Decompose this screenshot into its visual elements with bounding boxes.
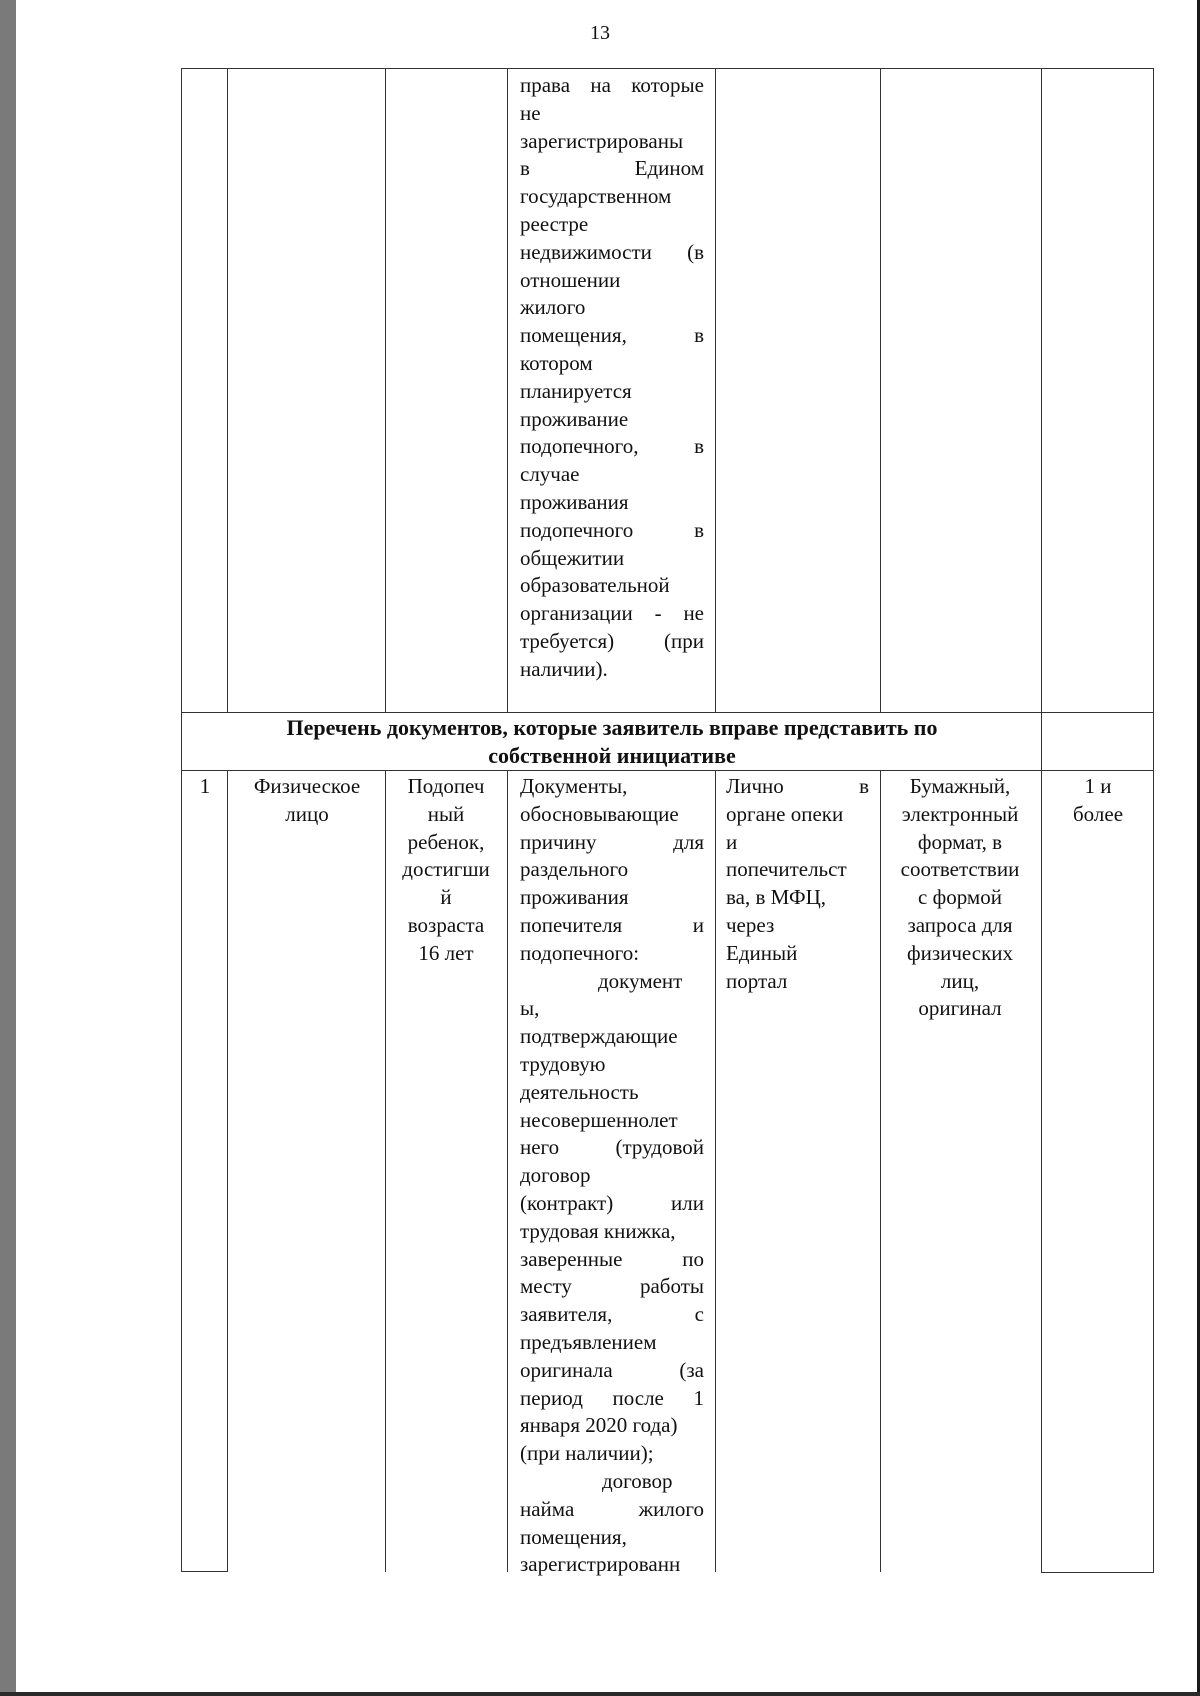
cell-text-line: помещения, xyxy=(520,1524,627,1549)
submission-method-cell xyxy=(726,773,869,995)
cell-text-line: случае xyxy=(520,462,580,487)
table-col-divider-5 xyxy=(880,770,881,1572)
cell-text-line: соответствии xyxy=(900,857,1020,882)
cell-text-line: подопечного, в xyxy=(520,434,704,459)
cell-text-line: договор xyxy=(520,1163,591,1188)
cell-text-line: в Едином xyxy=(520,156,704,181)
table-col-divider-5 xyxy=(880,68,881,712)
cell-text-line: заверенные по xyxy=(520,1246,704,1271)
quantity-cell xyxy=(1045,773,1151,829)
table-col-divider-1 xyxy=(227,770,228,1572)
cell-text-line: электронный xyxy=(901,801,1019,826)
cell-text-line: подопечного в xyxy=(520,517,704,542)
cell-text-line: причину для xyxy=(520,829,704,854)
cell-text-line: недвижимости (в xyxy=(520,239,704,264)
table-col-divider-4 xyxy=(715,68,716,712)
cell-text-line: деятельность xyxy=(520,1079,639,1104)
cell-text-line: зарегистрированы xyxy=(520,128,684,153)
continued-document-cell xyxy=(520,72,704,684)
cell-text-line: организации - не xyxy=(520,601,704,626)
cell-text-line: оригинала (за xyxy=(520,1357,704,1382)
cell-text-line: ва, в МФЦ, xyxy=(726,885,827,910)
cell-text-line: более xyxy=(1072,801,1124,826)
cell-text-line: подтверждающие xyxy=(520,1024,678,1049)
applicant-cell xyxy=(233,773,381,829)
cell-text-line: портал xyxy=(726,968,788,993)
cell-text-line: несовершеннолет xyxy=(520,1107,678,1132)
cell-text-line: заявителя, с xyxy=(520,1302,704,1327)
cell-text-line: отношении xyxy=(520,267,621,292)
cell-text-line: формат, в xyxy=(917,829,1003,854)
scan-edge-bottom xyxy=(0,1692,1200,1696)
table-border-bottom-left xyxy=(181,1571,228,1572)
cell-text-line: период после 1 xyxy=(520,1385,704,1410)
cell-text-line: января 2020 года) xyxy=(520,1413,678,1438)
cell-text-line: лицо xyxy=(285,801,329,826)
row-number-cell xyxy=(183,773,227,801)
cell-text-line: договор xyxy=(602,1468,673,1493)
cell-text-line: органе опеки xyxy=(726,801,844,826)
cell-text-line: Документы, xyxy=(520,774,628,798)
cell-text-line: не xyxy=(520,100,541,125)
table-col-divider-6 xyxy=(1041,68,1042,1572)
format-cell xyxy=(884,773,1036,1023)
heading-row-bottom-border xyxy=(181,770,1154,771)
cell-text-line: (при наличии); xyxy=(520,1441,654,1466)
cell-text-line: и xyxy=(726,829,738,854)
section-heading-line-2: собственной инициативе xyxy=(488,743,736,768)
cell-text-line: трудовую xyxy=(520,1051,606,1076)
documents-cell xyxy=(520,773,704,1579)
cell-text-line: (контракт) или xyxy=(520,1190,704,1215)
table-col-divider-2 xyxy=(385,770,386,1572)
cell-text-line: проживания xyxy=(520,885,629,910)
scan-edge-left xyxy=(0,0,16,1696)
cell-text-line: оригинал xyxy=(918,996,1002,1021)
cell-text-line: государственном xyxy=(520,184,672,209)
cell-text-line: ребенок, xyxy=(407,829,485,854)
cell-text-line: трудовая книжка, xyxy=(520,1218,676,1243)
cell-text-line: с формой xyxy=(918,885,1002,910)
cell-text-line: Бумажный, xyxy=(909,774,1011,798)
cell-text-line: проживание xyxy=(520,406,629,431)
cell-text-line: ный xyxy=(427,801,465,826)
cell-text-line: Подопеч xyxy=(407,774,485,798)
cell-text-line: зарегистрированн xyxy=(520,1552,681,1577)
cell-text-line: права на которые xyxy=(520,73,704,97)
cell-text-line: наличии). xyxy=(520,656,608,681)
row-number: 1 xyxy=(199,774,211,798)
cell-text-line: помещения, в xyxy=(520,323,704,348)
table-col-divider-3 xyxy=(507,68,508,712)
cell-text-line: проживания xyxy=(520,489,629,514)
cell-text-line: Физическое xyxy=(253,774,361,798)
cell-text-line: лиц, xyxy=(940,968,980,993)
cell-text-line: 16 лет xyxy=(418,940,474,965)
cell-text-line: него (трудовой xyxy=(520,1135,704,1160)
cell-text-line: документ xyxy=(598,968,683,993)
cell-text-line: реестре xyxy=(520,211,589,236)
table-col-divider-1 xyxy=(227,68,228,712)
cell-text-line: предъявлением xyxy=(520,1329,657,1354)
cell-text-line: образовательной xyxy=(520,573,670,598)
cell-text-line: достигши xyxy=(402,857,490,882)
cell-text-line: раздельного xyxy=(520,857,629,882)
cell-text-line: жилого xyxy=(520,295,586,320)
cell-text-line: требуется) (при xyxy=(520,628,704,653)
cell-text-line: возраста xyxy=(407,912,485,937)
cell-text-line: обосновывающие xyxy=(520,801,679,826)
cell-text-line: через xyxy=(726,912,775,937)
table-col-divider-3 xyxy=(507,770,508,1572)
cell-text-line: й xyxy=(440,885,452,910)
cell-text-line: котором xyxy=(520,350,593,375)
table-col-divider-2 xyxy=(385,68,386,712)
cell-text-line: физических xyxy=(906,940,1014,965)
cell-text-line: запроса для xyxy=(907,912,1013,937)
cell-text-line: Лично в xyxy=(726,774,869,798)
section-heading-line-1: Перечень документов, которые заявитель вправе представить по xyxy=(286,715,938,740)
table-border-top xyxy=(181,68,1154,69)
cell-text-line: общежитии xyxy=(520,545,625,570)
cell-text-line: найма жилого xyxy=(520,1496,704,1521)
table-border-right xyxy=(1153,68,1154,1572)
cell-text-line: Единый xyxy=(726,940,798,965)
cell-text-line: ы, xyxy=(520,996,540,1021)
cell-text-line: подопечного: xyxy=(520,940,640,965)
cell-text-line: планируется xyxy=(520,378,632,403)
table-border-bottom-right xyxy=(1041,1572,1154,1573)
cell-text-line: 1 и xyxy=(1084,774,1112,798)
category-cell xyxy=(389,773,503,968)
table-col-divider-4 xyxy=(715,770,716,1572)
section-heading xyxy=(182,714,1042,770)
cell-text-line: попечительст xyxy=(726,857,847,882)
table-border-left xyxy=(181,68,182,1572)
cell-text-line: попечителя и xyxy=(520,912,704,937)
page-number: 13 xyxy=(590,22,610,44)
cell-text-line: месту работы xyxy=(520,1274,704,1299)
